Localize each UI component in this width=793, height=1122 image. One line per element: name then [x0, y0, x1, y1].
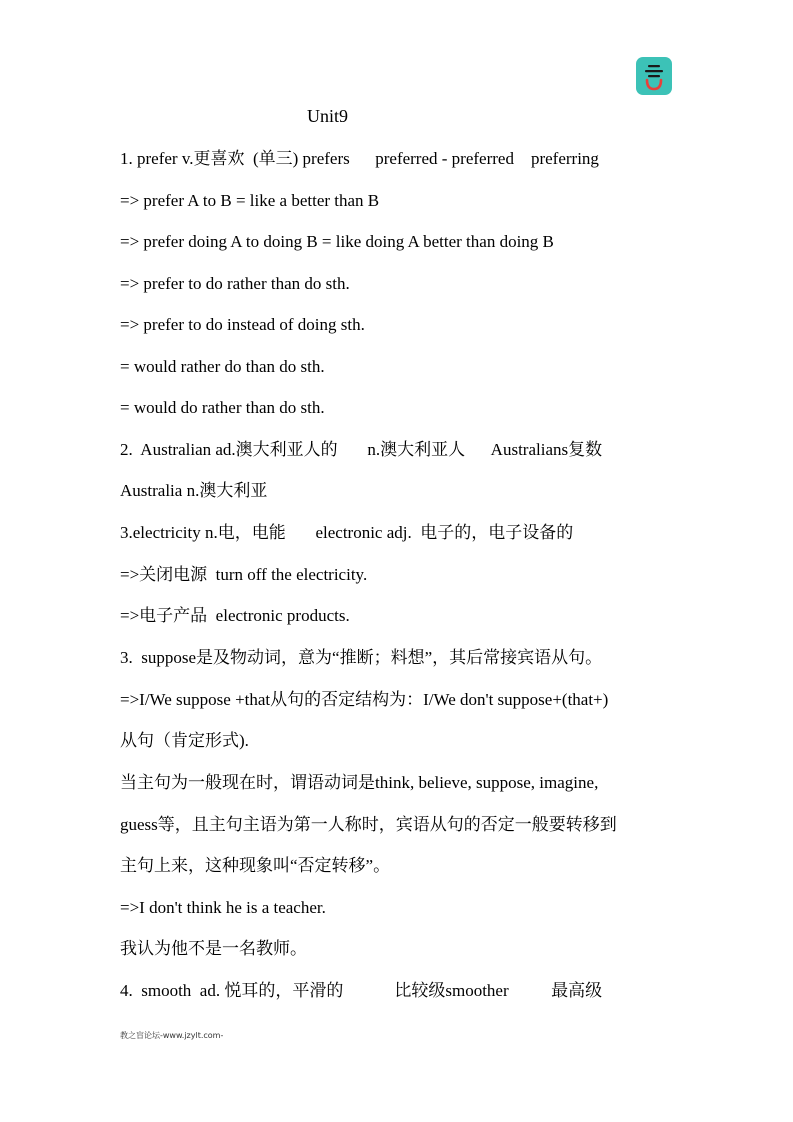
text-line: => prefer to do rather than do sth. — [120, 274, 350, 293]
footer-text: 教之盲论坛-www.jzylt.com- — [120, 1031, 224, 1040]
logo-icon — [636, 57, 672, 95]
text-line: 3. suppose是及物动词，意为“推断；料想”，其后常接宾语从句。 — [120, 648, 603, 667]
text-line: 1. prefer v.更喜欢 (单三) prefers preferred - preferred preferring — [120, 149, 599, 168]
text-line: =>I don't think he is a teacher. — [120, 898, 326, 917]
text-line: 3.electricity n.电，电能 electronic adj. 电子的，电子设备的 — [120, 523, 574, 542]
text-line: 主句上来，这种现象叫“否定转移”。 — [120, 856, 391, 875]
text-line: => prefer doing A to doing B = like doing A better than doing B — [120, 232, 554, 251]
text-line: => prefer to do instead of doing sth. — [120, 315, 365, 334]
text-line: = would do rather than do sth. — [120, 398, 325, 417]
text-line: =>I/We suppose +that从句的否定结构为：I/We don't suppose+(that+) — [120, 690, 609, 709]
text-line: =>关闭电源 turn off the electricity. — [120, 565, 368, 584]
text-line: guess等，且主句主语为第一人称时，宾语从句的否定一般要转移到 — [120, 815, 617, 834]
text-line: = would rather do than do sth. — [120, 357, 325, 376]
text-line: 当主句为一般现在时，谓语动词是think, believe, suppose, imagine, — [120, 773, 599, 792]
text-line: 4. smooth ad. 悦耳的，平滑的 比较级smoother 最高级 — [120, 981, 603, 1000]
text-line: => prefer A to B = like a better than B — [120, 191, 380, 210]
text-line: 2. Australian ad.澳大利亚人的 n.澳大利亚人 Australians复数 — [120, 440, 603, 459]
text-line: Australia n.澳大利亚 — [120, 481, 268, 500]
text-line: 从句（肯定形式). — [120, 731, 249, 750]
text-line: 我认为他不是一名教师。 — [120, 939, 307, 958]
text-line: =>电子产品 electronic products. — [120, 606, 350, 625]
page-title: Unit9 — [307, 106, 349, 126]
